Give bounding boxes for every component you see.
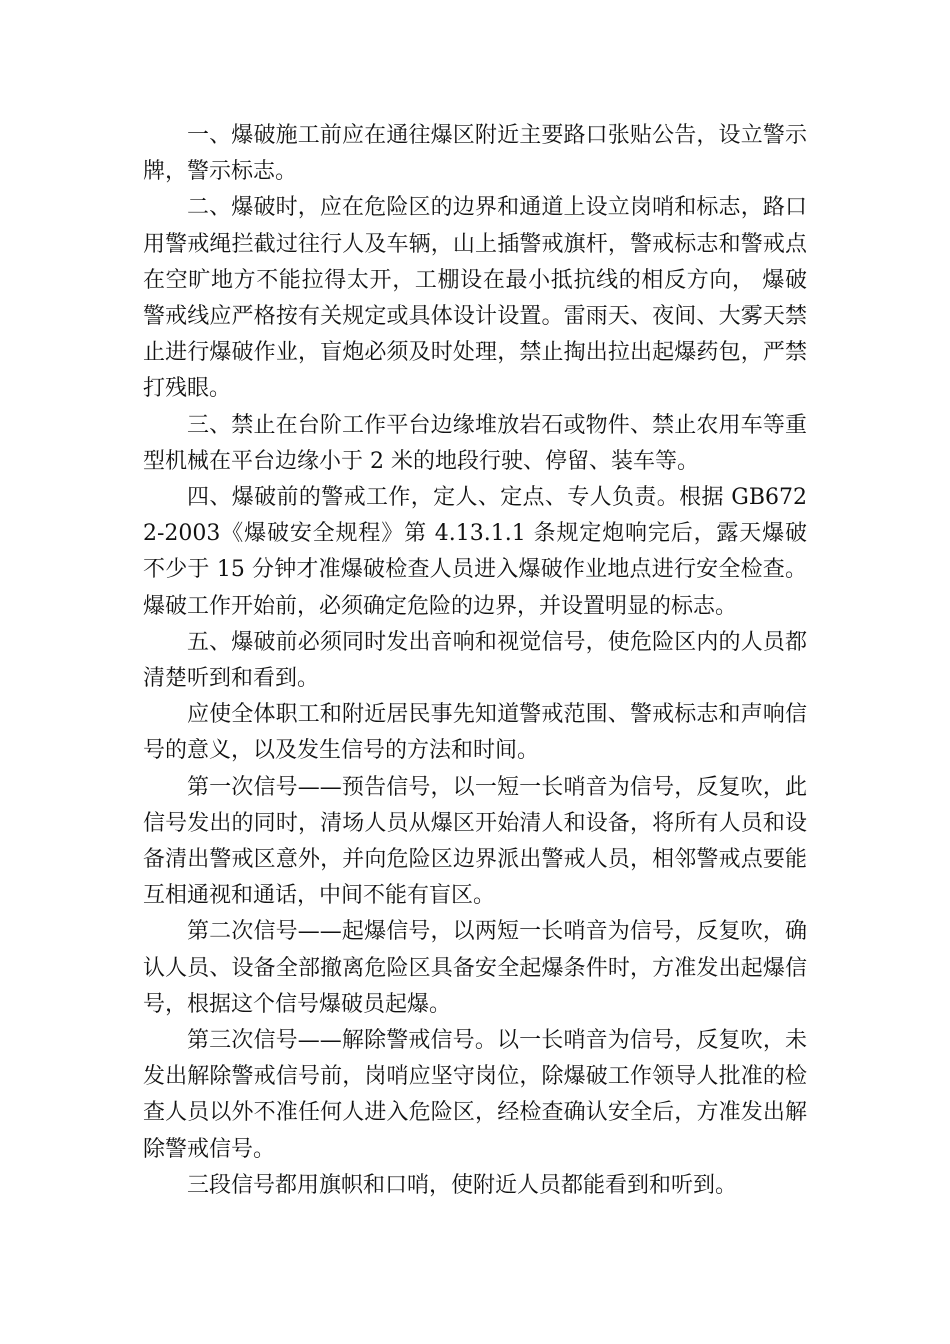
paragraph-4: 四、爆破前的警戒工作，定人、定点、专人负责。根据 GB6722-2003《爆破安全规程》第 4.13.1.1 条规定炮响完后，露天爆破不少于 15 分钟才准爆破检查人员进入爆破作业地点进行安全检查。爆破工作开始前，必须确定危险的边界，并设置明显的标志。 <box>143 485 807 619</box>
paragraph-7: 第一次信号——预告信号，以一短一长哨音为信号，反复吹，此信号发出的同时，清场人员从爆区开始清人和设备，将所有人员和设备清出警戒区意外，并向危险区边界派出警戒人员，相邻警戒点要能互相通视和通话，中间不能有盲区。 <box>143 774 807 909</box>
paragraph-5: 五、爆破前必须同时发出音响和视觉信号，使危险区内的人员都清楚听到和看到。 <box>143 629 807 692</box>
paragraph-1: 一、爆破施工前应在通往爆区附近主要路口张贴公告，设立警示牌，警示标志。 <box>143 123 807 185</box>
paragraph-10: 三段信号都用旗帜和口哨，使附近人员都能看到和听到。 <box>187 1172 738 1198</box>
paragraph-6: 应使全体职工和附近居民事先知道警戒范围、警戒标志和声响信号的意义，以及发生信号的方法和时间。 <box>143 702 807 764</box>
paragraph-9: 第三次信号——解除警戒信号。以一长哨音为信号，反复吹，未发出解除警戒信号前，岗哨应坚守岗位，除爆破工作领导人批准的检查人员以外不准任何人进入危险区，经检查确认安全后，方准发出解除警戒信号。 <box>143 1028 807 1162</box>
paragraph-2: 二、爆破时，应在危险区的边界和通道上设立岗哨和标志，路口用警戒绳拦截过往行人及车辆，山上插警戒旗杆，警戒标志和警戒点在空旷地方不能拉得太开，工棚设在最小抵抗线的相反方向， 爆破警戒线应严格按有关规定或具体设计设置。雷雨天、夜间、大雾天禁止进行爆破作业，盲炮必须及时处理，禁止掏出拉出起爆药包，严禁打残眼。 <box>143 195 807 402</box>
paragraph-3: 三、禁止在台阶工作平台边缘堆放岩石或物件、禁止农用车等重型机械在平台边缘小于 2 米的地段行驶、停留、装车等。 <box>143 412 807 474</box>
paragraph-8: 第二次信号——起爆信号，以两短一长哨音为信号，反复吹，确认人员、设备全部撤离危险区具备安全起爆条件时，方准发出起爆信号，根据这个信号爆破员起爆。 <box>143 919 807 1017</box>
document-body <box>143 118 807 1204</box>
